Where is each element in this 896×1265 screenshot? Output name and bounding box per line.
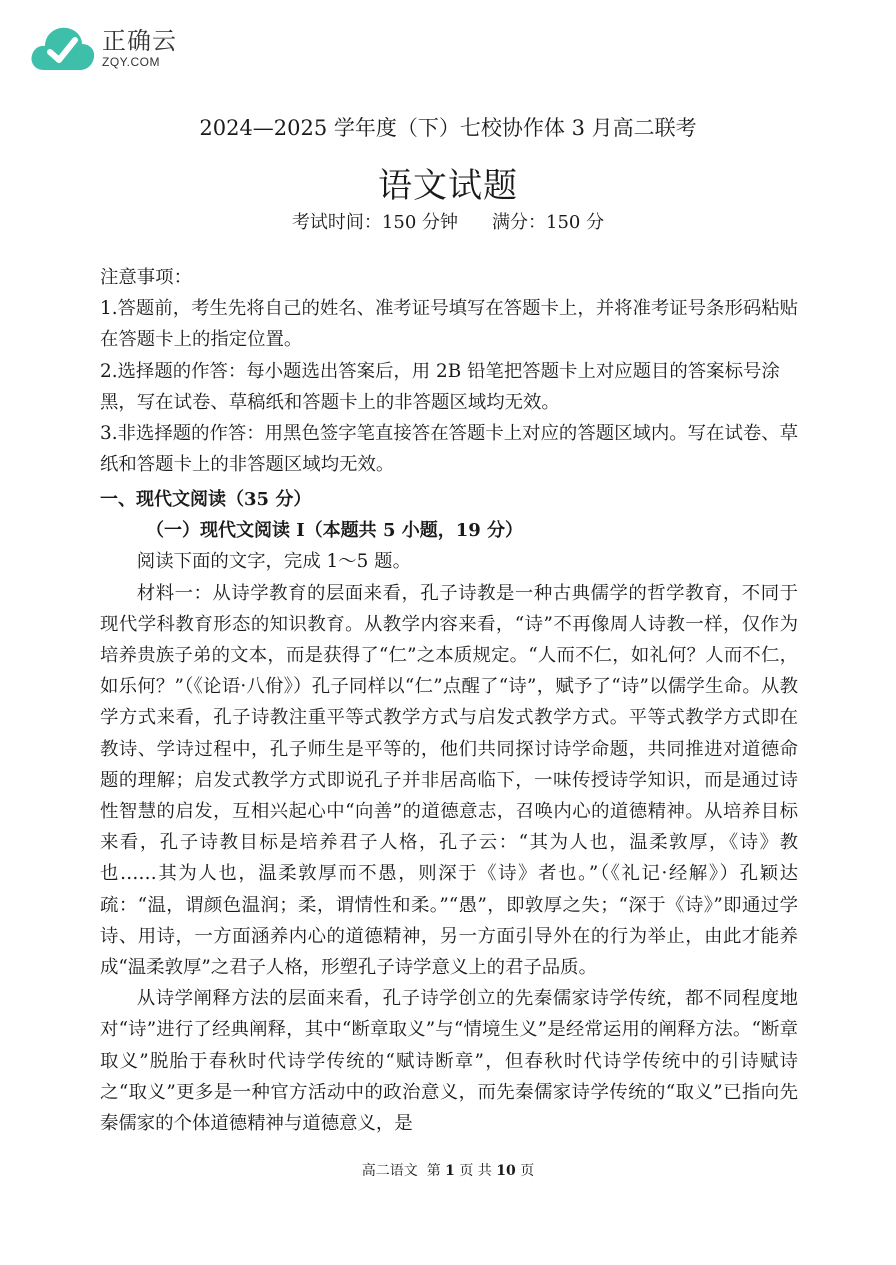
exam-title: 2024—2025 学年度（下）七校协作体 3 月高二联考 — [199, 116, 697, 140]
footer-subject: 高二语文 — [361, 1163, 418, 1179]
footer-page-prefix: 第 — [426, 1163, 441, 1179]
logo-domain: ZQY.COM — [102, 54, 160, 69]
note-item: 2.选择题的作答：每小题选出答案后，用 2B 铅笔把答题卡上对应题目的答案标号涂黑，写在试卷、草稿纸和答题卡上的非答题区域均无效。 — [100, 360, 780, 413]
footer-page-mid: 页 共 — [459, 1163, 492, 1179]
notes-heading: 注意事项： — [100, 267, 192, 288]
logo — [30, 22, 177, 74]
note-item: 3.非选择题的作答：用黑色签字笔直接答在答题卡上对应的答题区域内。写在试卷、草纸和答题卡上的非答题区域均无效。 — [100, 423, 799, 476]
notes — [100, 262, 798, 480]
footer-total-pages: 10 — [496, 1163, 516, 1179]
passage-paragraph: 从诗学阐释方法的层面来看，孔子诗学创立的先秦儒家诗学传统，都不同程度地对“诗”进行了经典阐释，其中“断章取义”与“情境生义”是经常运用的阐释方法。“断章取义”脱胎于春秋时代诗学传统的“赋诗断章”，但春秋时代诗学传统中的引诗赋诗之“取义”更多是一种官方活动中的政治意义，而先秦儒家诗学传统的“取义”已指向先秦儒家的个体道德精神与道德意义，是 — [100, 988, 798, 1135]
instruction: 阅读下面的文字，完成 1～5 题。 — [136, 551, 411, 573]
footer-page-number: 1 — [445, 1163, 455, 1179]
section-subtitle: （一）现代文阅读 I（本题共 5 小题，19 分） — [146, 520, 524, 542]
reading-section — [100, 484, 798, 1139]
cloud-check-icon — [30, 24, 96, 72]
paper-title: 语文试题 — [378, 166, 518, 206]
exam-time: 考试时间：150 分钟 — [291, 212, 458, 233]
exam-info — [0, 208, 896, 234]
note-item: 1.答题前，考生先将自己的姓名、准考证号填写在答题卡上，并将准考证号条形码粘贴在答题卡上的指定位置。 — [100, 298, 799, 351]
footer-page-suffix: 页 — [520, 1163, 535, 1179]
logo-name: 正确云 — [102, 26, 177, 55]
passage-paragraph: 材料一：从诗学教育的层面来看，孔子诗教是一种古典儒学的哲学教育，不同于现代学科教育形态的知识教育。从教学内容来看，“诗”不再像周人诗教一样，仅作为培养贵族子弟的文本，而是获得了“仁”之本质规定。“人而不仁，如礼何？人而不仁，如乐何？”（《论语·八佾》）孔子同样以“仁”点醒了“诗”，赋予了“诗”以儒学生命。从教学方式来看，孔子诗教注重平等式教学方式与启发式教学方式。平等式教学方式即在教诗、学诗过程中，孔子师生是平等的，他们共同探讨诗学命题，共同推进对道德命题的理解；启发式教学方式即说孔子并非居高临下，一味传授诗学知识，而是通过诗性智慧的启发，互相兴起心中“向善”的道德意志，召唤内心的道德精神。从培养目标来看，孔子诗教目标是培养君子人格，孔子云：“其为人也，温柔敦厚，《诗》教也……其为人也，温柔敦厚而不愚，则深于《诗》者也。”（《礼记·经解》）孔颖达疏：“温，谓颜色温润；柔，谓情性和柔。”“愚”，即敦厚之失；“深于《诗》”即通过学诗、用诗，一方面涵养内心的道德精神，另一方面引导外在的行为举止，由此才能养成“温柔敦厚”之君子人格，形塑孔子诗学意义上的君子品质。 — [100, 582, 798, 979]
section-title: 一、现代文阅读（35 分） — [100, 489, 312, 510]
exam-score: 满分：150 分 — [492, 212, 605, 233]
page-footer — [0, 1160, 896, 1180]
